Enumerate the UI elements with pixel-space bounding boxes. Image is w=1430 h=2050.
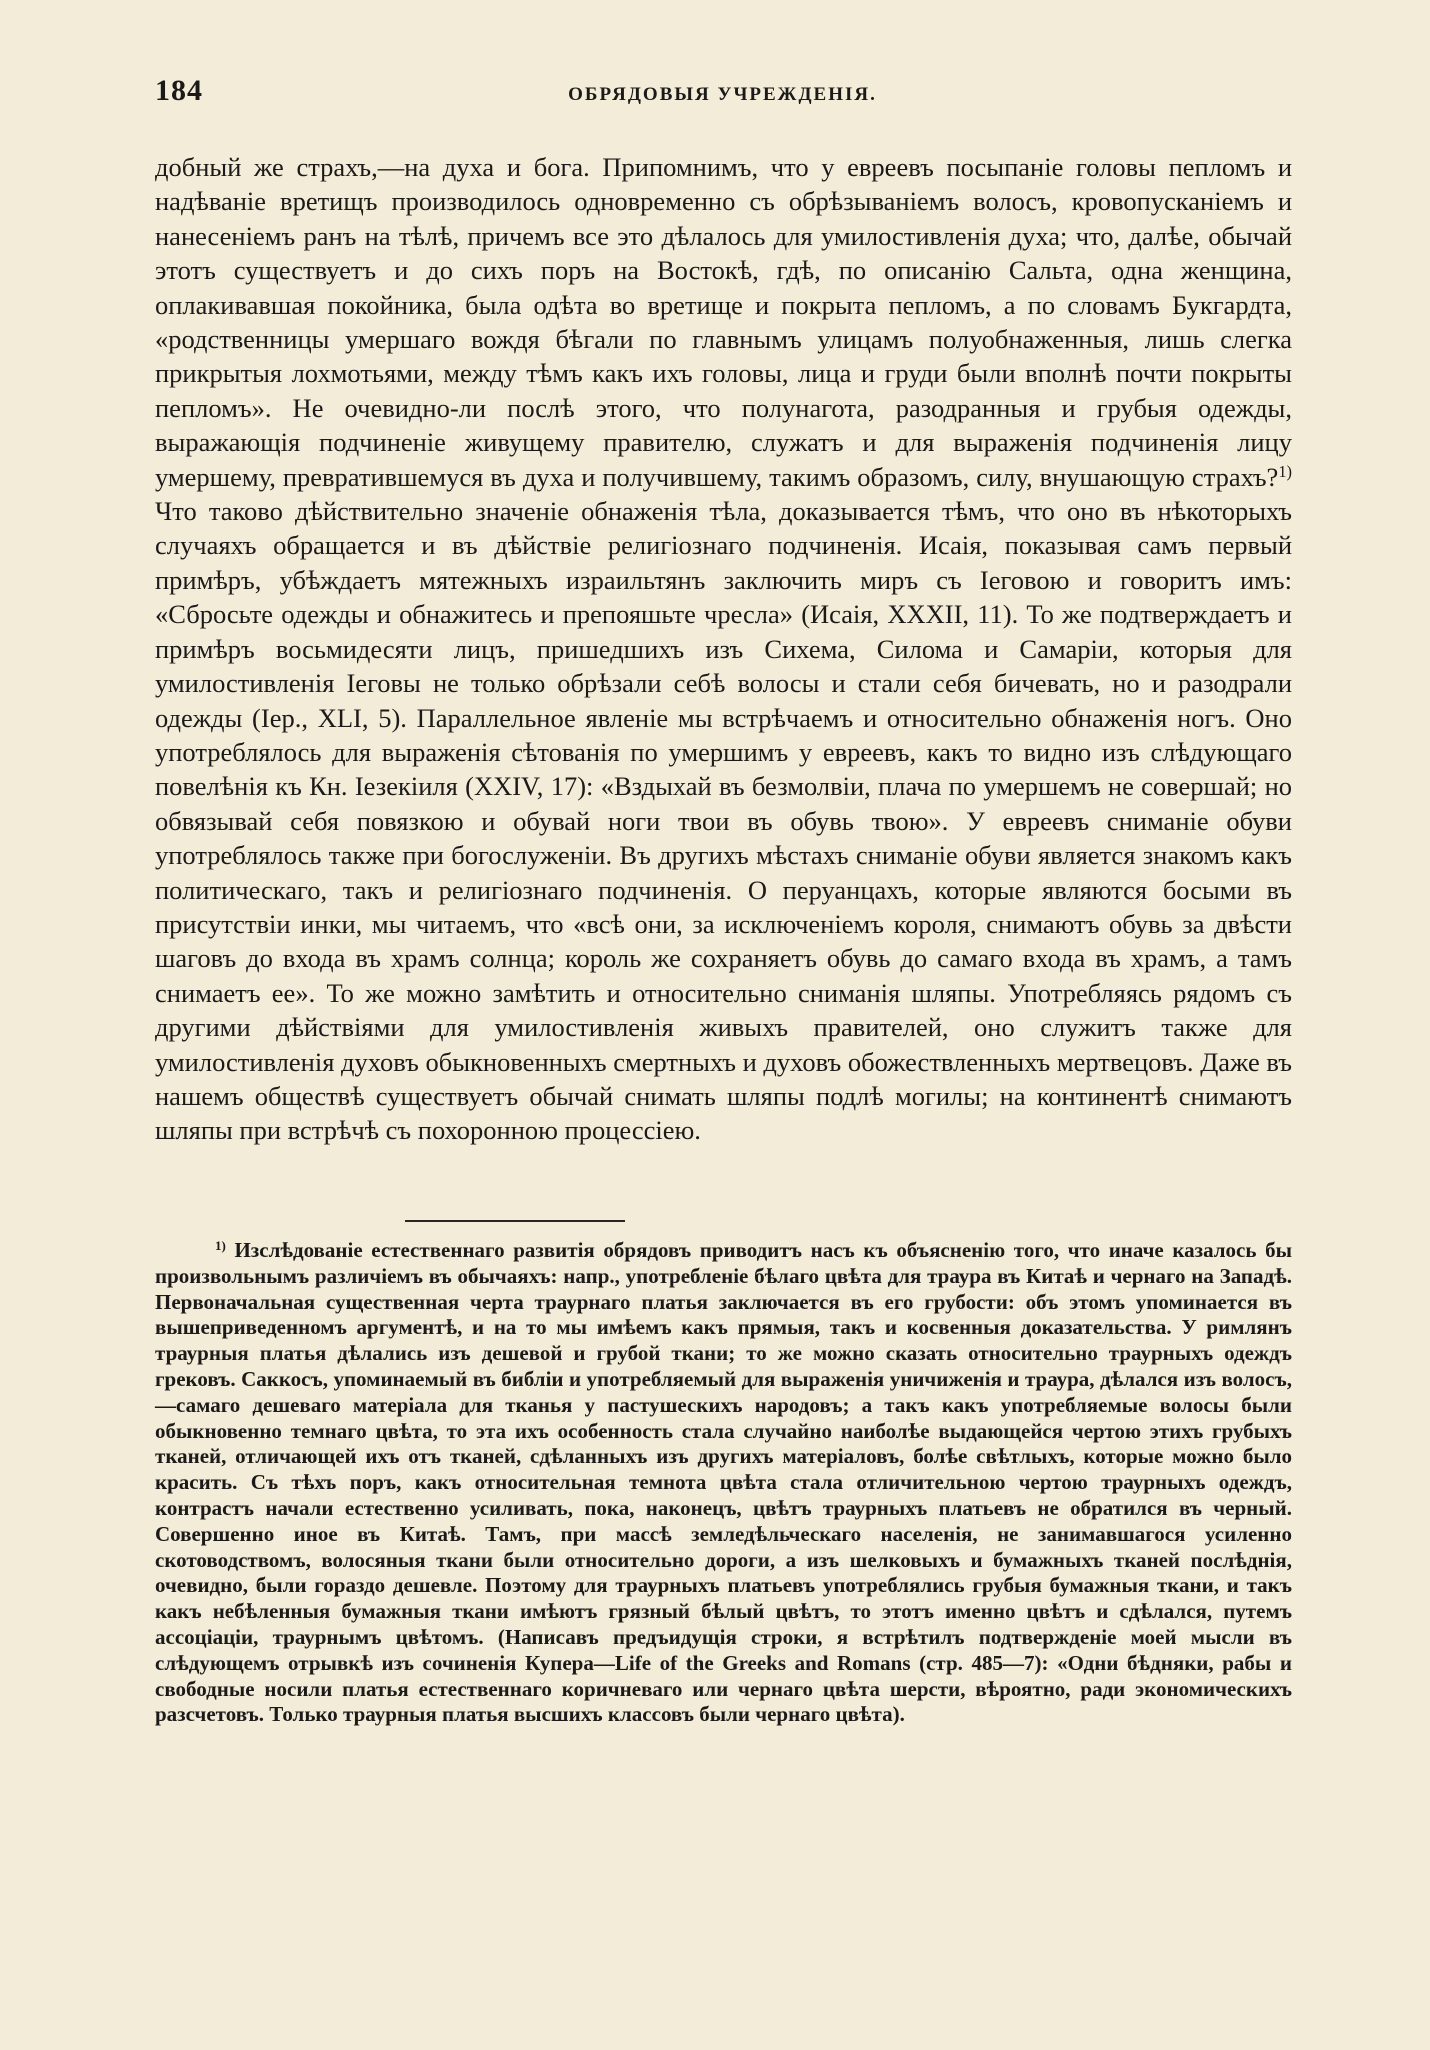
body-paragraph xyxy=(155,150,1292,1148)
body-text-part-2: Что таково дѣйствительно значеніе обнаженія тѣла, доказывается тѣмъ, что оно въ нѣкоторыхъ случаяхъ обращается и въ дѣйствіе религіознаго подчиненія. Исаія, показывая самъ первый примѣръ, убѣждаетъ мятежныхъ израильтянъ заключить миръ съ Іеговою и говоритъ имъ: «Сбросьте одежды и обнажитесь и препояшьте чресла» (Исаія, XXXII, 11). То же подтверждаетъ и примѣръ восьмидесяти лицъ, пришедшихъ изъ Сихема, Силома и Самаріи, которыя для умилостивленія Іеговы не только обрѣзали себѣ волосы и стали себя бичевать, но и разодрали одежды (Іер., XLI, 5). Параллельное явленіе мы встрѣчаемъ и относительно обнаженія ногъ. Оно употреблялось для выраженія сѣтованія по умершимъ у евреевъ, какъ то видно изъ слѣдующаго повелѣнія къ Кн. Іезекіиля (XXIV, 17): «Вздыхай въ безмолвіи, плача по умершемъ не совершай; но обвязывай себя повязкою и обувай ноги твои въ обувь твою». У евреевъ сниманіе обуви употреблялось также при богослуженіи. Въ другихъ мѣстахъ сниманіе обуви является знакомъ какъ политическаго, такъ и религіознаго подчиненія. О перуанцахъ, которые являются босыми въ присутствіи инки, мы читаемъ, что «всѣ они, за исключеніемъ короля, снимаютъ обувь за двѣсти шаговъ до входа въ храмъ солнца; король же сохраняетъ обувь до самаго входа въ храмъ, а тамъ снимаетъ ее». То же можно замѣтить и относительно сниманія шляпы. Употребляясь рядомъ съ другими дѣйствіями для умилостивленія живыхъ правителей, оно служитъ также для умилостивленія духовъ обыкновенныхъ смертныхъ и духовъ обожествленныхъ мертвецовъ. Даже въ нашемъ обществѣ существуетъ обычай снимать шляпы подлѣ могилы; на континентѣ снимаютъ шляпы при встрѣчѣ съ похоронною процессіею. xyxy=(155,496,1292,1146)
footnote-text: Изслѣдованіе естественнаго развитія обрядовъ приводитъ насъ къ объясненію того, что иначе казалось бы произвольнымъ различіемъ въ обычаяхъ: напр., употребленіе бѣлаго цвѣта для траура въ Китаѣ и чернаго на Западѣ. Первоначальная существенная черта траурнаго платья заключается въ его грубости: объ этомъ упоминается въ вышеприведенномъ аргументѣ, и на то мы имѣемъ какъ прямыя, такъ и косвенныя доказательства. У римлянъ траурныя платья дѣлались изъ дешевой и грубой ткани; то же можно сказать относительно траурныхъ одеждъ грековъ. Саккосъ, упоминаемый въ библіи и употребляемый для выраженія уничиженія и траура, дѣлался изъ волосъ,—самаго дешеваго матеріала для тканья у пастушескихъ народовъ; а такъ какъ употребляемые волосы были обыкновенно темнаго цвѣта, то эта ихъ особенность стала случайно наиболѣе выдающейся чертою этихъ грубыхъ тканей, отличающей ихъ отъ тканей, сдѣланныхъ изъ другихъ матеріаловъ, болѣе свѣтлыхъ, которые можно было красить. Съ тѣхъ поръ, какъ относительная темнота цвѣта стала отличительною чертою траурныхъ одеждъ, контрастъ начали естественно усиливать, пока, наконецъ, цвѣтъ траурныхъ платьевъ не обратился въ черный. Совершенно иное въ Китаѣ. Тамъ, при массѣ земледѣльческаго населенія, не занимавшагося усиленно скотоводствомъ, волосяныя ткани были относительно дороги, а изъ шелковыхъ и бумажныхъ тканей послѣднія, очевидно, были гораздо дешевле. Поэтому для траурныхъ платьевъ употреблялись грубыя бумажныя ткани, и такъ какъ небѣленныя бумажныя ткани имѣютъ грязный бѣлый цвѣтъ, то этотъ именно цвѣтъ и сдѣлался, путемъ ассоціаціи, траурнымъ цвѣтомъ. (Написавъ предъидущія строки, я встрѣтилъ подтвержденіе моей мысли въ слѣдующемъ отрывкѣ изъ сочиненія Купера—Life of the Greeks and Romans (стр. 485—7): «Одни бѣдняки, рабы и свободные носили платья естественнаго коричневаго или чернаго цвѣта шерсти, вѣроятно, ради экономическихъ разсчетовъ. Только траурныя платья высшихъ классовъ были чернаго цвѣта). xyxy=(155,1238,1292,1727)
body-text-part-1: добный же страхъ,—на духа и бога. Припомнимъ, что у евреевъ посыпаніе головы пепломъ и надѣваніе вретищъ производилось одновременно съ обрѣзываніемъ волосъ, кровопусканіемъ и нанесеніемъ ранъ на тѣлѣ, причемъ все это дѣлалось для умилостивленія духа; что, далѣе, обычай этотъ существуетъ и до сихъ поръ на Востокѣ, гдѣ, по описанію Сальта, одна женщина, оплакивавшая покойника, была одѣта во вретище и покрыта пепломъ, а по словамъ Букгардта, «родственницы умершаго вождя бѣгали по главнымъ улицамъ полуобнаженныя, лишь слегка прикрытыя лохмотьями, между тѣмъ какъ ихъ головы, лица и груди были вполнѣ почти покрыты пепломъ». Не очевидно-ли послѣ этого, что полунагота, разодранныя и грубыя одежды, выражающія подчиненіе живущему правителю, служатъ и для выраженія подчиненія лицу умершему, превратившемуся въ духа и получившему, такимъ образомъ, силу, внушающую страхъ? xyxy=(155,152,1292,492)
page-header xyxy=(155,74,1290,114)
footnote-reference: 1) xyxy=(1278,461,1292,481)
main-text xyxy=(155,150,1292,1148)
footnote-paragraph xyxy=(155,1238,1292,1728)
running-title: ОБРЯДОВЫЯ УЧРЕЖДЕНІЯ. xyxy=(568,84,877,105)
page-number: 184 xyxy=(155,74,203,107)
footnote-marker: 1) xyxy=(215,1237,226,1253)
footnote xyxy=(155,1238,1292,1728)
footnote-divider xyxy=(405,1220,625,1222)
